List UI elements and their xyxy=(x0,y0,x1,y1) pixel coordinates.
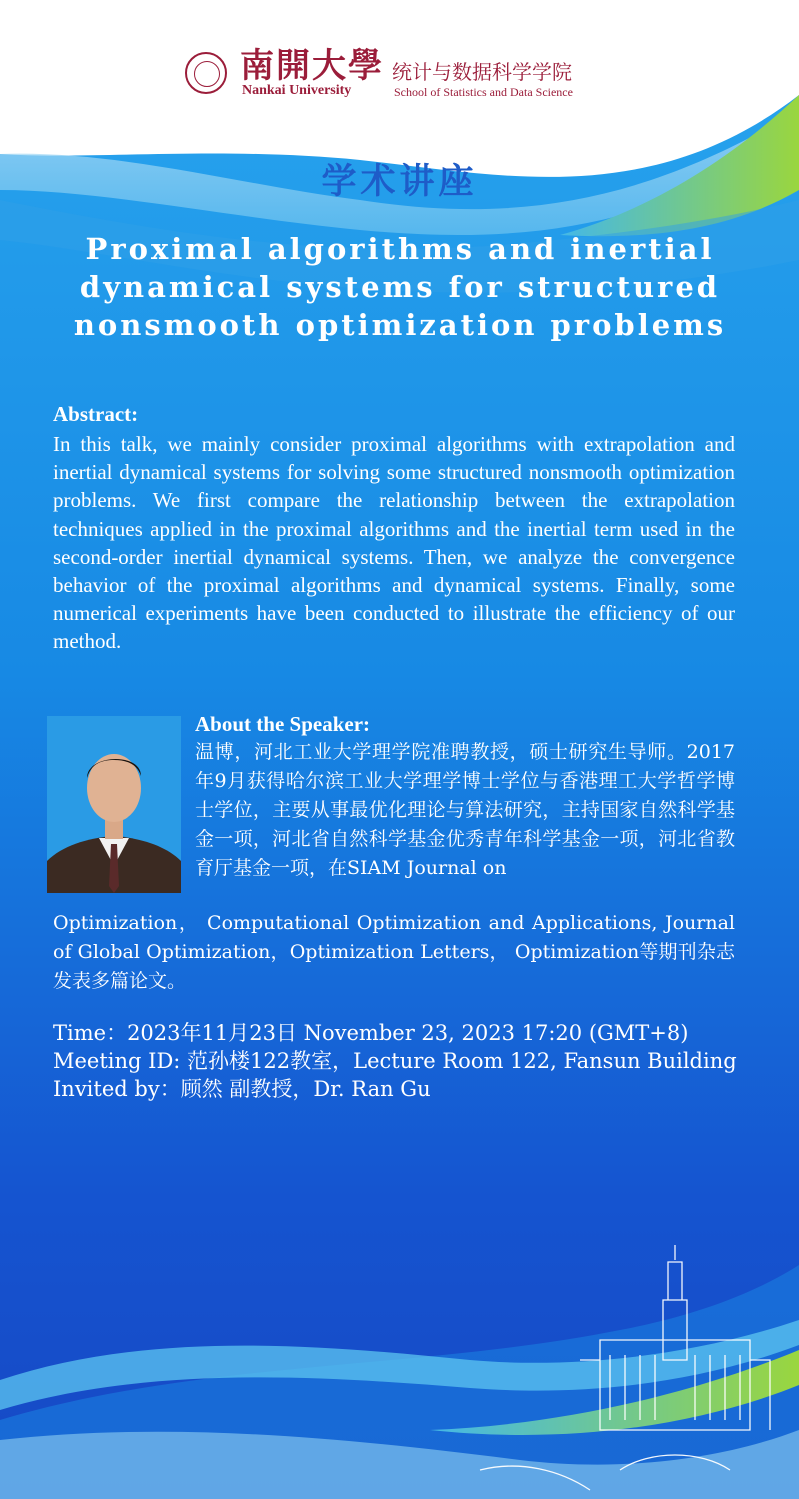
header xyxy=(0,0,799,150)
event-location: Meeting ID: 范孙楼122教室，Lecture Room 122, Fansun Building xyxy=(53,1049,737,1073)
abstract-heading: Abstract: xyxy=(53,402,139,426)
school-name-cn: 统计与数据科学学院 xyxy=(392,60,572,84)
university-name-cn: 南開大學 xyxy=(240,46,384,86)
event-host: Invited by：顾然 副教授，Dr. Ran Gu xyxy=(53,1077,431,1101)
talk-title: Proximal algorithms and inertial dynamical systems for structured nonsmooth optimization problems xyxy=(73,232,727,342)
abstract-text: In this talk, we mainly consider proximal algorithms with extrapolation and inertial dynamical systems for solving some structured nonsmooth optimization problems. We first compare the relationship between the extrapolation techniques applied in the proximal algorithms and the inertial term used in the second-order inertial dynamical systems. Then, we analyze the convergence behavior of the proximal algorithms and dynamical systems. Finally, some numerical experiments have been conducted to illustrate the efficiency of our method. xyxy=(53,432,735,654)
speaker-portrait-icon xyxy=(47,716,181,893)
school-name-en: School of Statistics and Data Science xyxy=(394,85,573,99)
speaker-bio-continued: Optimization， Computational Optimization and Applications, Journal of Global Optimization，Optimization Letters， Optimization等期刊杂志发表多篇论文。 xyxy=(53,912,735,992)
speaker-heading: About the Speaker: xyxy=(195,712,371,736)
event-type-heading: 学术讲座 xyxy=(321,162,478,202)
university-name-en: Nankai University xyxy=(242,83,352,98)
event-details xyxy=(53,1019,753,1103)
speaker-photo xyxy=(47,716,181,893)
speaker-bio: 温博，河北工业大学理学院准聘教授，硕士研究生导师。2017年9月获得哈尔滨工业大学理学博士学位与香港理工大学哲学博士学位，主要从事最优化理论与算法研究，主持国家自然科学基金一项，河北省自然科学基金优秀青年科学基金一项，河北省教育厅基金一项，在SIAM Journal on xyxy=(195,741,735,879)
university-seal-icon xyxy=(185,52,227,94)
event-time: Time：2023年11月23日 November 23, 2023 17:20 (GMT+8) xyxy=(53,1021,689,1045)
